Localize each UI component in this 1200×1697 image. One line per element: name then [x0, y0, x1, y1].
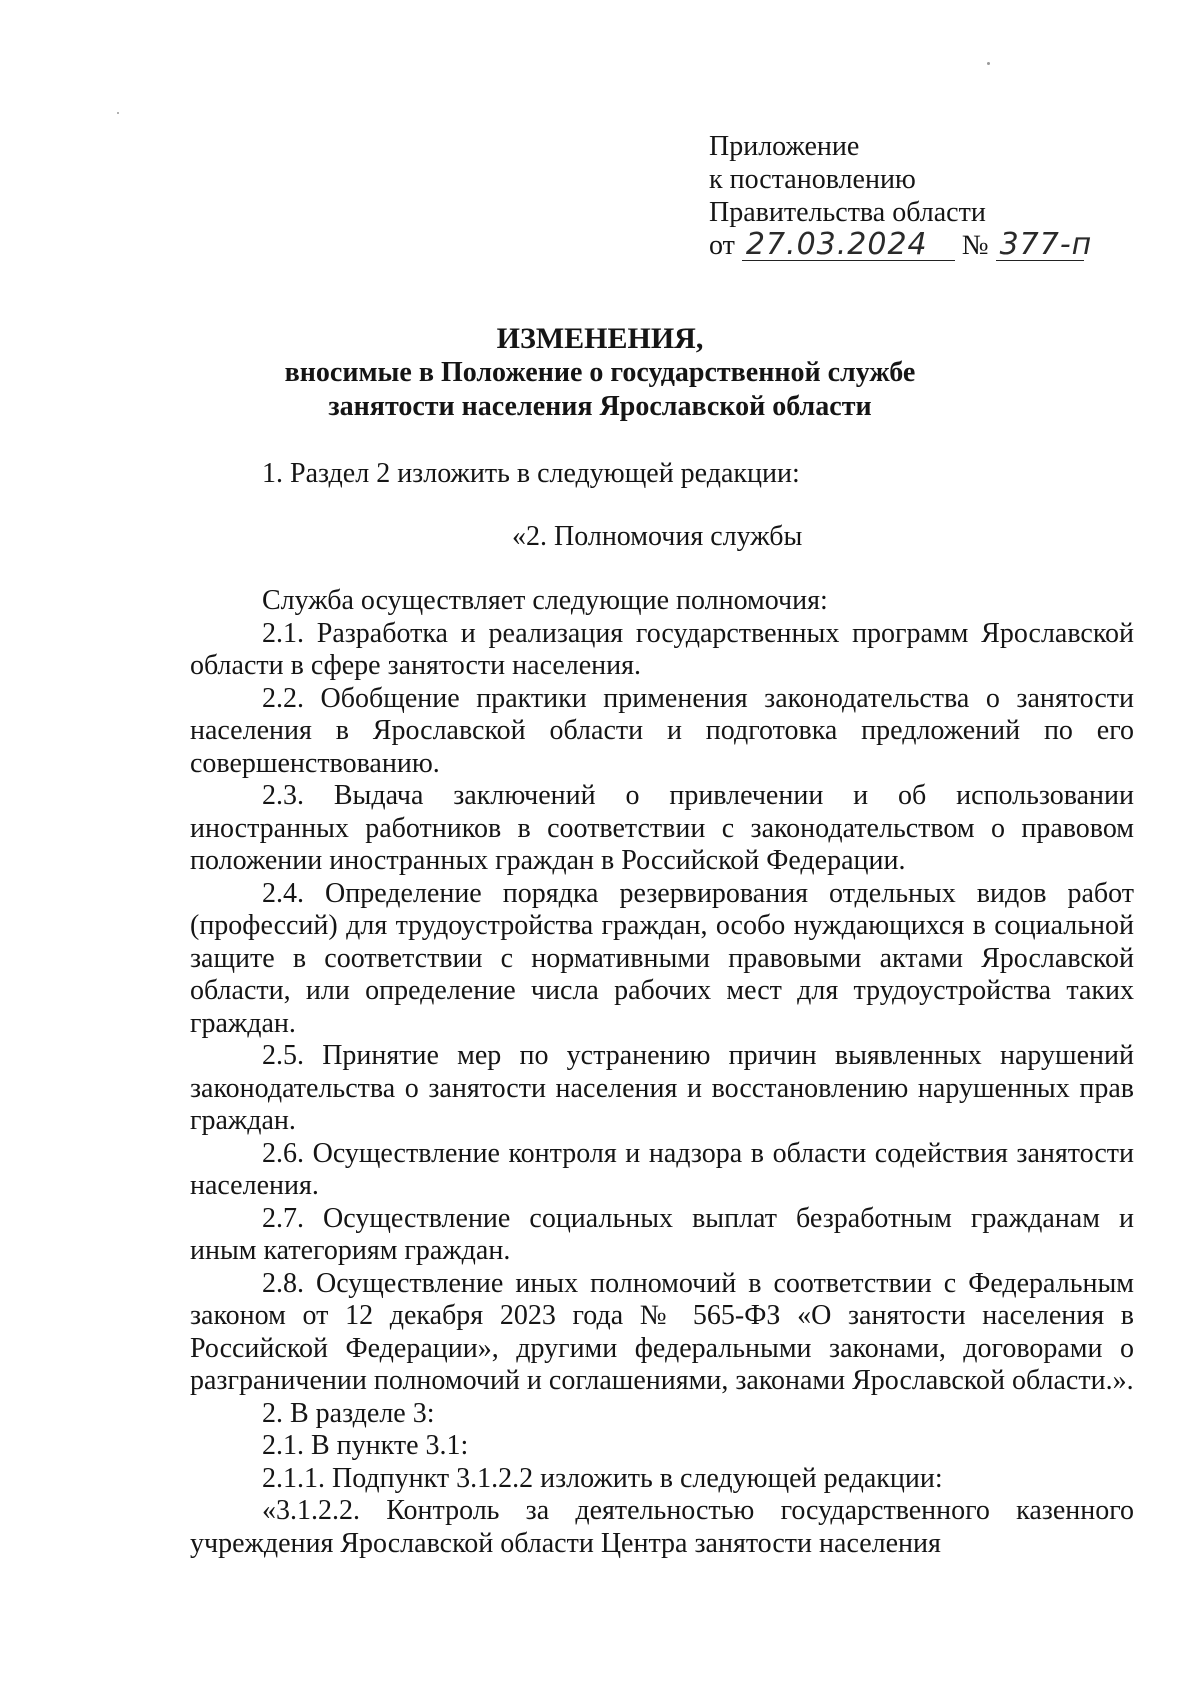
- paragraph-2-5: 2.5. Принятие мер по устранению причин выявленных нарушений законодательства о занятости населения и восстановлению нарушенных прав граждан.: [190, 1040, 1134, 1136]
- scan-speck: [117, 112, 119, 114]
- appendix-block: [709, 130, 1093, 262]
- title-main: ИЗМЕНЕНИЯ,: [496, 322, 704, 355]
- item-1: 1. Раздел 2 изложить в следующей редакции:: [262, 458, 800, 489]
- document-body: [190, 458, 1134, 1560]
- paragraph-2-8: 2.8. Осуществление иных полномочий в соответствии с Федеральным законом от 12 декабря 2023 года № 565-ФЗ «О занятости населения в Российской Федерации», другими федеральными законами, договорами о разграничении полномочий и соглашениями, законами Ярославской области.».: [190, 1267, 1134, 1396]
- handwritten-date: 27.03.2024: [742, 230, 955, 261]
- appendix-line-3: Правительства области: [709, 197, 986, 228]
- item-2-1: 2.1. В пункте 3.1:: [262, 1430, 469, 1461]
- appendix-line-1: Приложение: [709, 131, 860, 162]
- date-prefix: от: [709, 230, 735, 261]
- paragraph-2-4: 2.4. Определение порядка резервирования отдельных видов работ (профессий) для трудоустройства граждан, особо нуждающихся в социальной защите в соответствии с нормативными правовыми актами Ярославской области, или определение числа рабочих мест для трудоустройства таких граждан.: [190, 877, 1134, 1039]
- document-title: [0, 322, 1200, 424]
- intro-paragraph: Служба осуществляет следующие полномочия:: [262, 585, 828, 616]
- paragraph-2-3: 2.3. Выдача заключений о привлечении и об использовании иностранных работников в соответствии с законодательством о правовом положении иностранных граждан в Российской Федерации.: [190, 780, 1134, 876]
- scan-speck: [987, 62, 990, 65]
- title-sub-1: вносимые в Положение о государственной службе: [284, 357, 916, 388]
- item-2-1-1: 2.1.1. Подпункт 3.1.2.2 изложить в следующей редакции:: [262, 1462, 943, 1494]
- paragraph-2-6: 2.6. Осуществление контроля и надзора в области содействия занятости населения.: [190, 1137, 1134, 1201]
- appendix-date-line: [709, 227, 1093, 262]
- paragraph-2-1: 2.1. Разработка и реализация государственных программ Ярославской области в сфере занятости населения.: [190, 617, 1134, 681]
- number-prefix: №: [961, 230, 989, 261]
- item-2: 2. В разделе 3:: [262, 1397, 435, 1429]
- title-sub-2: занятости населения Ярославской области: [328, 391, 872, 422]
- paragraph-2-2: 2.2. Обобщение практики применения законодательства о занятости населения в Ярославской области и подготовка предложений по его совершенствованию.: [190, 682, 1134, 779]
- appendix-line-2: к постановлению: [709, 164, 916, 195]
- paragraph-2-7: 2.7. Осуществление социальных выплат безработным гражданам и иным категориям граждан.: [190, 1202, 1134, 1266]
- paragraph-3-1-2-2: «3.1.2.2. Контроль за деятельностью государственного казенного учреждения Ярославской области Центра занятости населения: [190, 1495, 1134, 1559]
- handwritten-number: 377-п: [996, 230, 1084, 261]
- section-heading: «2. Полномочия службы: [512, 520, 803, 552]
